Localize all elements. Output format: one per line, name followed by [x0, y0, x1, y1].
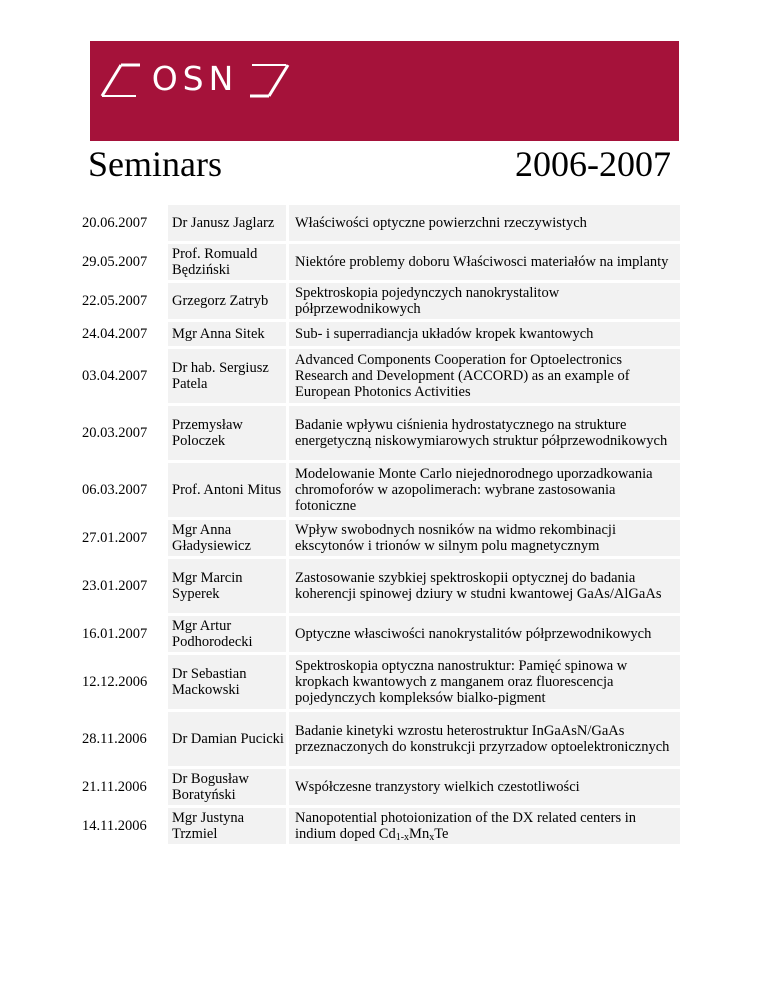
seminar-date: 06.03.2007 [82, 482, 148, 498]
seminar-topic: Modelowanie Monte Carlo niejednorodnego uporzadkowania chromoforów w azopolimerach: wybrane zastosowania fotoniczne [289, 463, 680, 517]
seminar-topic: Współczesne tranzystory wielkich czestotliwości [289, 769, 680, 805]
seminar-topic: Optyczne własciwości nanokrystalitów półprzewodnikowych [289, 616, 680, 652]
seminar-row [78, 283, 680, 319]
seminar-date: 27.01.2007 [82, 530, 148, 546]
seminar-speaker: Przemysław Poloczek [168, 406, 286, 460]
page-title: Seminars [88, 144, 222, 184]
seminar-row [78, 520, 680, 556]
seminar-row [78, 349, 680, 403]
logo-text: OSN [151, 59, 239, 98]
academic-years: 2006-2007 [515, 144, 671, 184]
seminar-topic-part: Mn [409, 826, 430, 842]
seminar-topic [289, 808, 680, 844]
seminar-topic: Niektóre problemy doboru Właściwosci materiałów na implanty [289, 244, 680, 280]
seminar-speaker: Prof. Romuald Będziński [168, 244, 286, 280]
seminar-topic: Sub- i superradiancja układów kropek kwantowych [289, 322, 680, 346]
seminar-topic-part: 1-x [395, 832, 410, 843]
seminar-topic-part: Te [434, 826, 449, 842]
osn-logo-graphic [100, 49, 290, 124]
seminar-speaker: Prof. Antoni Mitus [168, 463, 286, 517]
seminar-row [78, 769, 680, 805]
seminar-row [78, 244, 680, 280]
seminar-speaker: Dr Sebastian Mackowski [168, 655, 286, 709]
seminar-speaker: Mgr Anna Gładysiewicz [168, 520, 286, 556]
seminar-speaker: Dr Janusz Jaglarz [168, 205, 286, 241]
seminar-speaker: Dr hab. Sergiusz Patela [168, 349, 286, 403]
seminar-topic: Właściwości optyczne powierzchni rzeczywistych [289, 205, 680, 241]
seminar-speaker: Dr Damian Pucicki [168, 712, 286, 766]
osn-logo [100, 49, 290, 124]
page-heading [88, 134, 671, 182]
seminar-topic-part: Nanopotential photoionization of the DX related centers in indium doped Cd [295, 810, 637, 842]
seminar-row [78, 616, 680, 652]
seminar-speaker: Grzegorz Zatryb [168, 283, 286, 319]
seminar-topic: Spektroskopia optyczna nanostruktur: Pamięć spinowa w kropkach kwantowych z manganem oraz fluorescencja pojedynczych kompleksów bialko-pigment [289, 655, 680, 709]
seminar-topic-part: x [429, 832, 435, 843]
seminar-date: 29.05.2007 [82, 254, 148, 270]
seminar-table [78, 205, 680, 847]
seminar-row [78, 406, 680, 460]
seminar-row [78, 712, 680, 766]
seminar-date: 03.04.2007 [82, 368, 148, 384]
seminar-date: 23.01.2007 [82, 578, 148, 594]
seminar-date: 20.06.2007 [82, 215, 148, 231]
seminar-date: 28.11.2006 [82, 731, 147, 747]
seminar-topic: Spektroskopia pojedynczych nanokrystalitow półprzewodnikowych [289, 283, 680, 319]
seminar-row [78, 463, 680, 517]
seminar-speaker: Mgr Marcin Syperek [168, 559, 286, 613]
seminar-date: 22.05.2007 [82, 293, 148, 309]
seminar-row [78, 808, 680, 844]
seminar-speaker: Dr Bogusław Boratyński [168, 769, 286, 805]
seminar-topic: Wpływ swobodnych nosników na widmo rekombinacji ekscytonów i trionów w silnym polu magnetycznym [289, 520, 680, 556]
seminar-date: 12.12.2006 [82, 674, 148, 690]
seminar-date: 16.01.2007 [82, 626, 148, 642]
seminar-topic: Zastosowanie szybkiej spektroskopii optycznej do badania koherencji spinowej dziury w studni kwantowej GaAs/AlGaAs [289, 559, 680, 613]
seminar-row [78, 655, 680, 709]
seminar-date: 24.04.2007 [82, 326, 148, 342]
seminar-date: 20.03.2007 [82, 425, 148, 441]
seminar-topic: Advanced Components Cooperation for Optoelectronics Research and Development (ACCORD) as an example of European Photonics Activities [289, 349, 680, 403]
seminar-topic: Badanie kinetyki wzrostu heterostruktur InGaAsN/GaAs przeznaczonych do konstrukcji przyrzadow optoelektronicznych [289, 712, 680, 766]
seminar-date: 14.11.2006 [82, 818, 147, 834]
seminar-speaker: Mgr Anna Sitek [168, 322, 286, 346]
seminar-row [78, 322, 680, 346]
seminar-topic: Badanie wpływu ciśnienia hydrostatycznego na strukture energetyczną niskowymiarowych struktur półprzewodnikowych [289, 406, 680, 460]
seminar-row [78, 205, 680, 241]
seminar-row [78, 559, 680, 613]
seminar-date: 21.11.2006 [82, 779, 147, 795]
seminar-speaker: Mgr Justyna Trzmiel [168, 808, 286, 844]
seminar-speaker: Mgr Artur Podhorodecki [168, 616, 286, 652]
header-banner [90, 41, 679, 141]
